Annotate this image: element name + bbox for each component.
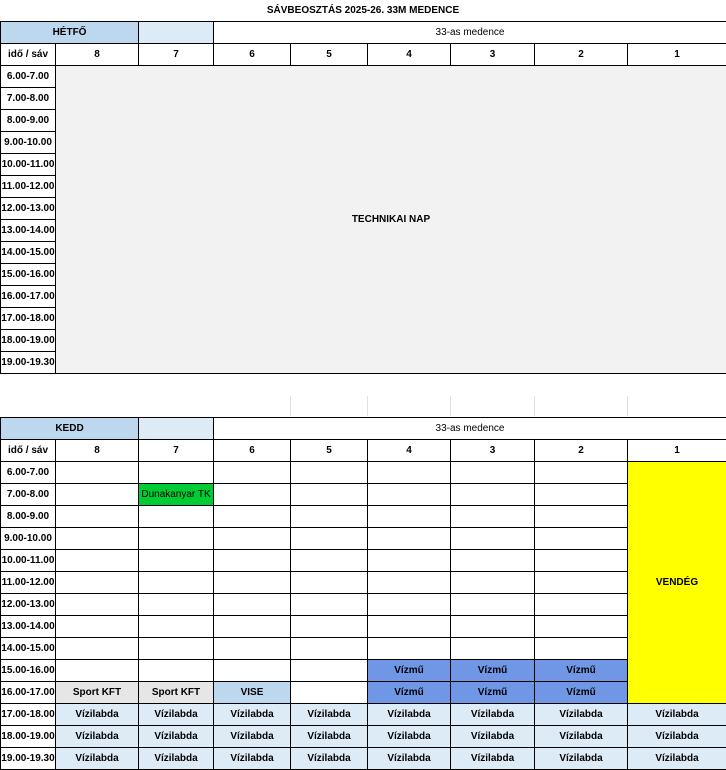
empty-slot (291, 682, 368, 704)
empty-slot (214, 572, 291, 594)
tuesday-schedule-table (0, 417, 726, 770)
empty-slot (368, 528, 451, 550)
empty-slot (535, 572, 628, 594)
time-slot: 19.00-19.30 (1, 748, 56, 770)
empty-slot (451, 550, 535, 572)
lane-header-7: 7 (139, 440, 214, 462)
technical-day-block: TECHNIKAI NAP (56, 66, 726, 374)
day-label-tuesday: KEDD (1, 418, 139, 440)
lane-header-6: 6 (214, 440, 291, 462)
empty-slot (291, 550, 368, 572)
day-blank-cell (139, 418, 214, 440)
time-lane-header: idő / sáv (1, 44, 56, 66)
empty-slot (139, 462, 214, 484)
guest-block-lane-1: VENDÉG (628, 462, 726, 704)
day-blank-cell (139, 22, 214, 44)
vizilabda-booking: Vízilabda (139, 704, 214, 726)
empty-slot (214, 638, 291, 660)
empty-slot (451, 506, 535, 528)
empty-slot (214, 594, 291, 616)
vizilabda-booking: Vízilabda (139, 748, 214, 770)
empty-slot (368, 572, 451, 594)
empty-slot (451, 594, 535, 616)
time-slot: 9.00-10.00 (1, 528, 56, 550)
time-slot: 18.00-19.00 (1, 726, 56, 748)
empty-slot (291, 484, 368, 506)
time-slot: 19.00-19.30 (1, 352, 56, 374)
vizilabda-booking: Vízilabda (214, 748, 291, 770)
pool-label: 33-as medence (214, 418, 726, 440)
time-slot: 16.00-17.00 (1, 286, 56, 308)
empty-slot (214, 550, 291, 572)
vizilabda-booking: Vízilabda (628, 748, 726, 770)
vise-booking: VISE (214, 682, 291, 704)
page-title: SÁVBEOSZTÁS 2025-26. 33M MEDENCE (0, 0, 726, 21)
empty-slot (535, 616, 628, 638)
day-label-monday: HÉTFŐ (1, 22, 139, 44)
grid-divider (627, 396, 628, 416)
vizilabda-booking: Vízilabda (291, 704, 368, 726)
time-slot: 7.00-8.00 (1, 484, 56, 506)
empty-slot (56, 572, 139, 594)
time-slot: 15.00-16.00 (1, 264, 56, 286)
lane-header-1: 1 (628, 440, 726, 462)
vizmu-booking: Vízmű (368, 682, 451, 704)
lane-header-4: 4 (368, 440, 451, 462)
empty-slot (535, 506, 628, 528)
empty-slot (214, 528, 291, 550)
time-slot: 7.00-8.00 (1, 88, 56, 110)
time-slot: 17.00-18.00 (1, 704, 56, 726)
vizilabda-booking: Vízilabda (291, 726, 368, 748)
grid-divider (367, 396, 368, 416)
vizilabda-booking: Vízilabda (451, 726, 535, 748)
lane-header-2: 2 (535, 440, 628, 462)
empty-slot (368, 594, 451, 616)
empty-slot (56, 550, 139, 572)
empty-slot (291, 660, 368, 682)
time-slot: 17.00-18.00 (1, 308, 56, 330)
empty-slot (214, 660, 291, 682)
lane-header-4: 4 (368, 44, 451, 66)
vizilabda-booking: Vízilabda (56, 726, 139, 748)
empty-slot (139, 616, 214, 638)
empty-slot (56, 506, 139, 528)
empty-slot (368, 550, 451, 572)
grid-divider (450, 396, 451, 416)
empty-slot (451, 462, 535, 484)
empty-slot (139, 572, 214, 594)
time-slot: 14.00-15.00 (1, 638, 56, 660)
empty-slot (56, 660, 139, 682)
time-slot: 11.00-12.00 (1, 176, 56, 198)
lane-header-3: 3 (451, 44, 535, 66)
vizilabda-booking: Vízilabda (139, 726, 214, 748)
time-slot: 13.00-14.00 (1, 616, 56, 638)
vizilabda-booking: Vízilabda (535, 726, 628, 748)
empty-slot (139, 638, 214, 660)
empty-slot (368, 616, 451, 638)
time-slot: 11.00-12.00 (1, 572, 56, 594)
empty-slot (139, 594, 214, 616)
empty-slot (56, 616, 139, 638)
monday-schedule-table (0, 21, 726, 374)
empty-slot (291, 616, 368, 638)
time-slot: 13.00-14.00 (1, 220, 56, 242)
vizilabda-booking: Vízilabda (56, 704, 139, 726)
grid-divider (290, 396, 291, 416)
vizilabda-booking: Vízilabda (628, 726, 726, 748)
dunakanyar-booking: Dunakanyar TK (139, 484, 214, 506)
vizilabda-booking: Vízilabda (535, 748, 628, 770)
empty-slot (368, 506, 451, 528)
empty-slot (451, 572, 535, 594)
empty-slot (214, 462, 291, 484)
empty-slot (368, 638, 451, 660)
vizilabda-booking: Vízilabda (214, 726, 291, 748)
empty-slot (535, 594, 628, 616)
time-slot: 12.00-13.00 (1, 198, 56, 220)
empty-slot (291, 572, 368, 594)
vizilabda-booking: Vízilabda (368, 748, 451, 770)
empty-slot (56, 462, 139, 484)
time-slot: 6.00-7.00 (1, 66, 56, 88)
lane-header-1: 1 (628, 44, 726, 66)
empty-slot (214, 616, 291, 638)
vizilabda-booking: Vízilabda (291, 748, 368, 770)
sport-kft-booking: Sport KFT (139, 682, 214, 704)
vizilabda-booking: Vízilabda (214, 704, 291, 726)
empty-slot (535, 484, 628, 506)
lane-header-2: 2 (535, 44, 628, 66)
time-slot: 8.00-9.00 (1, 110, 56, 132)
empty-slot (451, 638, 535, 660)
empty-slot (368, 484, 451, 506)
lane-header-8: 8 (56, 44, 139, 66)
empty-slot (56, 594, 139, 616)
empty-slot (368, 462, 451, 484)
empty-slot (535, 528, 628, 550)
empty-slot (291, 638, 368, 660)
lane-header-5: 5 (291, 44, 368, 66)
empty-slot (535, 550, 628, 572)
pool-label: 33-as medence (214, 22, 726, 44)
time-slot: 15.00-16.00 (1, 660, 56, 682)
vizilabda-booking: Vízilabda (535, 704, 628, 726)
lane-header-6: 6 (214, 44, 291, 66)
empty-slot (214, 506, 291, 528)
lane-header-3: 3 (451, 440, 535, 462)
empty-slot (535, 638, 628, 660)
time-slot: 9.00-10.00 (1, 132, 56, 154)
empty-slot (56, 484, 139, 506)
vizilabda-booking: Vízilabda (368, 704, 451, 726)
time-slot: 14.00-15.00 (1, 242, 56, 264)
time-slot: 12.00-13.00 (1, 594, 56, 616)
vizmu-booking: Vízmű (535, 660, 628, 682)
empty-slot (214, 484, 291, 506)
lane-header-7: 7 (139, 44, 214, 66)
time-slot: 8.00-9.00 (1, 506, 56, 528)
empty-slot (291, 506, 368, 528)
time-slot: 6.00-7.00 (1, 462, 56, 484)
empty-slot (139, 528, 214, 550)
vizmu-booking: Vízmű (368, 660, 451, 682)
vizilabda-booking: Vízilabda (368, 726, 451, 748)
empty-slot (291, 462, 368, 484)
vizilabda-booking: Vízilabda (451, 704, 535, 726)
empty-slot (451, 528, 535, 550)
empty-slot (139, 550, 214, 572)
empty-slot (56, 528, 139, 550)
empty-slot (291, 594, 368, 616)
time-slot: 16.00-17.00 (1, 682, 56, 704)
time-lane-header: idő / sáv (1, 440, 56, 462)
vizilabda-booking: Vízilabda (56, 748, 139, 770)
grid-divider (534, 396, 535, 416)
time-slot: 18.00-19.00 (1, 330, 56, 352)
empty-slot (291, 528, 368, 550)
sport-kft-booking: Sport KFT (56, 682, 139, 704)
empty-slot (139, 506, 214, 528)
vizilabda-booking: Vízilabda (628, 704, 726, 726)
lane-header-8: 8 (56, 440, 139, 462)
empty-slot (56, 638, 139, 660)
vizmu-booking: Vízmű (535, 682, 628, 704)
vizilabda-booking: Vízilabda (451, 748, 535, 770)
time-slot: 10.00-11.00 (1, 154, 56, 176)
empty-slot (535, 462, 628, 484)
empty-slot (451, 484, 535, 506)
empty-slot (139, 660, 214, 682)
empty-slot (451, 616, 535, 638)
vizmu-booking: Vízmű (451, 660, 535, 682)
vizmu-booking: Vízmű (451, 682, 535, 704)
time-slot: 10.00-11.00 (1, 550, 56, 572)
lane-header-5: 5 (291, 440, 368, 462)
